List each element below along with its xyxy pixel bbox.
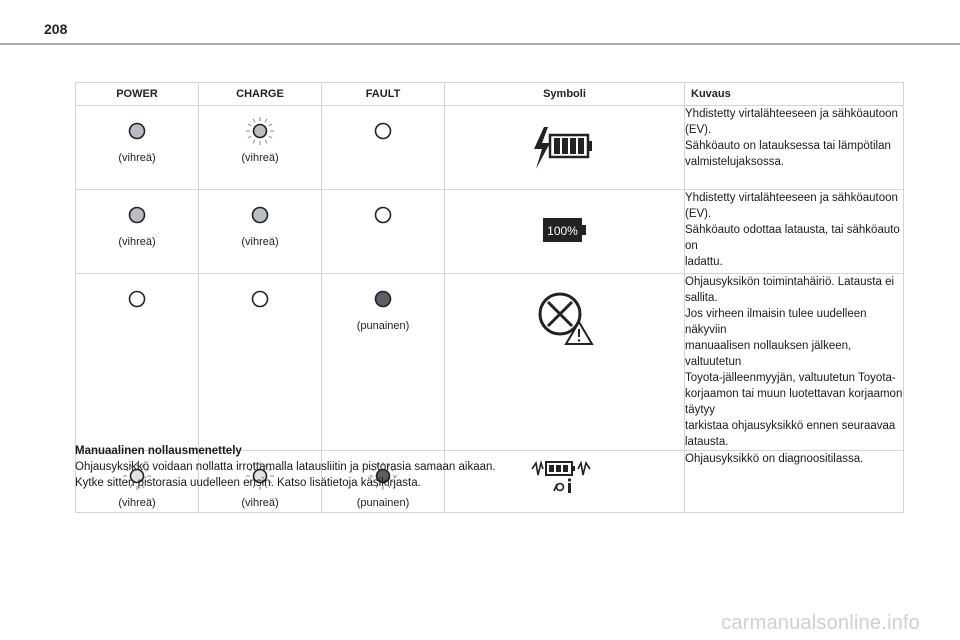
description-line: Yhdistetty virtalähteeseen ja sähköautoon (EV).: [685, 192, 898, 220]
description-line: korjaamon tai muun luotettavan korjaamon täytyy: [685, 388, 903, 416]
led-circle: [376, 292, 391, 307]
charge-cell: [199, 190, 322, 274]
led-color-label: (punainen): [356, 497, 410, 509]
led-circle: [253, 292, 268, 307]
fault-led-icon: [368, 200, 398, 230]
blink-ray: [248, 124, 251, 126]
description-line: Toyota-jälleenmyyjän, valtuutetun Toyota-: [685, 372, 896, 384]
power-led-icon: [122, 116, 152, 146]
header-fault: FAULT: [322, 83, 445, 106]
led-circle: [130, 292, 145, 307]
symbol-cell: [445, 274, 685, 451]
table-row: [76, 106, 904, 190]
power-led-icon: [122, 200, 152, 230]
blink-ray: [269, 136, 272, 138]
led-circle: [376, 208, 391, 223]
battery-percent-text: 100%: [546, 224, 578, 238]
blink-ray: [248, 136, 251, 138]
blink-ray: [265, 140, 267, 143]
led-color-label: (vihreä): [241, 236, 279, 248]
table-row: [76, 190, 904, 274]
fault-cell: [322, 274, 445, 451]
description-line: Sähköauto on latauksessa tai lämpötilan: [685, 140, 891, 152]
fault-led-icon: [368, 116, 398, 146]
description-line: ladattu.: [685, 256, 723, 268]
description-line: Yhdistetty virtalähteeseen ja sähköautoon (EV).: [685, 108, 898, 136]
page-number: 208: [44, 21, 68, 37]
description-line: tarkistaa ohjausyksikkö ennen seuraavaa latausta.: [685, 420, 896, 448]
led-color-label: (vihreä): [241, 152, 279, 164]
fault-led-icon: [368, 284, 398, 314]
section-title: Manuaalinen nollausmenettely: [75, 445, 242, 457]
power-led-icon: [122, 284, 152, 314]
led-circle: [130, 124, 145, 139]
blink-ray: [265, 119, 267, 122]
fault-cell: [322, 106, 445, 190]
section-line: Kytke sitten pistorasia uudelleen ensin. Katso lisätietoja käsikirjasta.: [75, 477, 421, 489]
led-color-label: (vihreä): [118, 152, 156, 164]
table-row: [76, 274, 904, 451]
led-circle: [254, 125, 267, 138]
symbol-cell: [445, 106, 685, 190]
charge-cell: [199, 106, 322, 190]
power-cell: [76, 190, 199, 274]
header-symbol: Symboli: [445, 83, 685, 106]
description-cell: [685, 190, 904, 274]
charge-led-icon: [245, 116, 275, 146]
power-cell: [76, 106, 199, 190]
header-charge: CHARGE: [199, 83, 322, 106]
power-cell: [76, 274, 199, 451]
header-description: Kuvaus: [685, 83, 904, 106]
led-color-label: (punainen): [356, 320, 410, 332]
charge-led-icon: [245, 284, 275, 314]
description-line: Jos virheen ilmaisin tulee uudelleen näkyviin: [685, 308, 867, 336]
watermark: carmanualsonline.info: [721, 612, 920, 634]
description-cell: [685, 274, 904, 451]
led-circle: [376, 124, 391, 139]
blink-ray: [253, 140, 255, 143]
led-color-label: (vihreä): [118, 497, 156, 509]
led-color-label: (vihreä): [241, 497, 279, 509]
led-circle: [130, 208, 145, 223]
led-circle: [253, 208, 268, 223]
header-rule: [0, 43, 960, 45]
charging-battery-icon: [530, 123, 600, 173]
description-line: Ohjausyksikkö on diagnoositilassa.: [685, 453, 864, 465]
description-cell: [685, 106, 904, 190]
description-line: valmistelujaksossa.: [685, 156, 785, 168]
blink-ray: [253, 119, 255, 122]
description-line: manuaalisen nollauksen jälkeen, valtuutetun: [685, 340, 852, 368]
charge-led-icon: [245, 200, 275, 230]
fault-cell: [322, 190, 445, 274]
fault-warning-icon: [534, 286, 596, 348]
led-color-label: (vihreä): [118, 236, 156, 248]
blink-ray: [269, 124, 272, 126]
description-line: Ohjausyksikön toimintahäiriö. Latausta ei sallita.: [685, 276, 895, 304]
header-power: POWER: [76, 83, 199, 106]
battery-full-icon: [542, 217, 588, 243]
description-line: Sähköauto odottaa latausta, tai sähköauto on: [685, 224, 900, 252]
manual-reset-section: [75, 443, 903, 491]
symbol-cell: [445, 190, 685, 274]
charge-cell: [199, 274, 322, 451]
table-header-row: [76, 83, 904, 106]
section-line: Ohjausyksikkö voidaan nollatta irrottamalla latausliitin ja pistorasia samaan aikaan.: [75, 461, 496, 473]
